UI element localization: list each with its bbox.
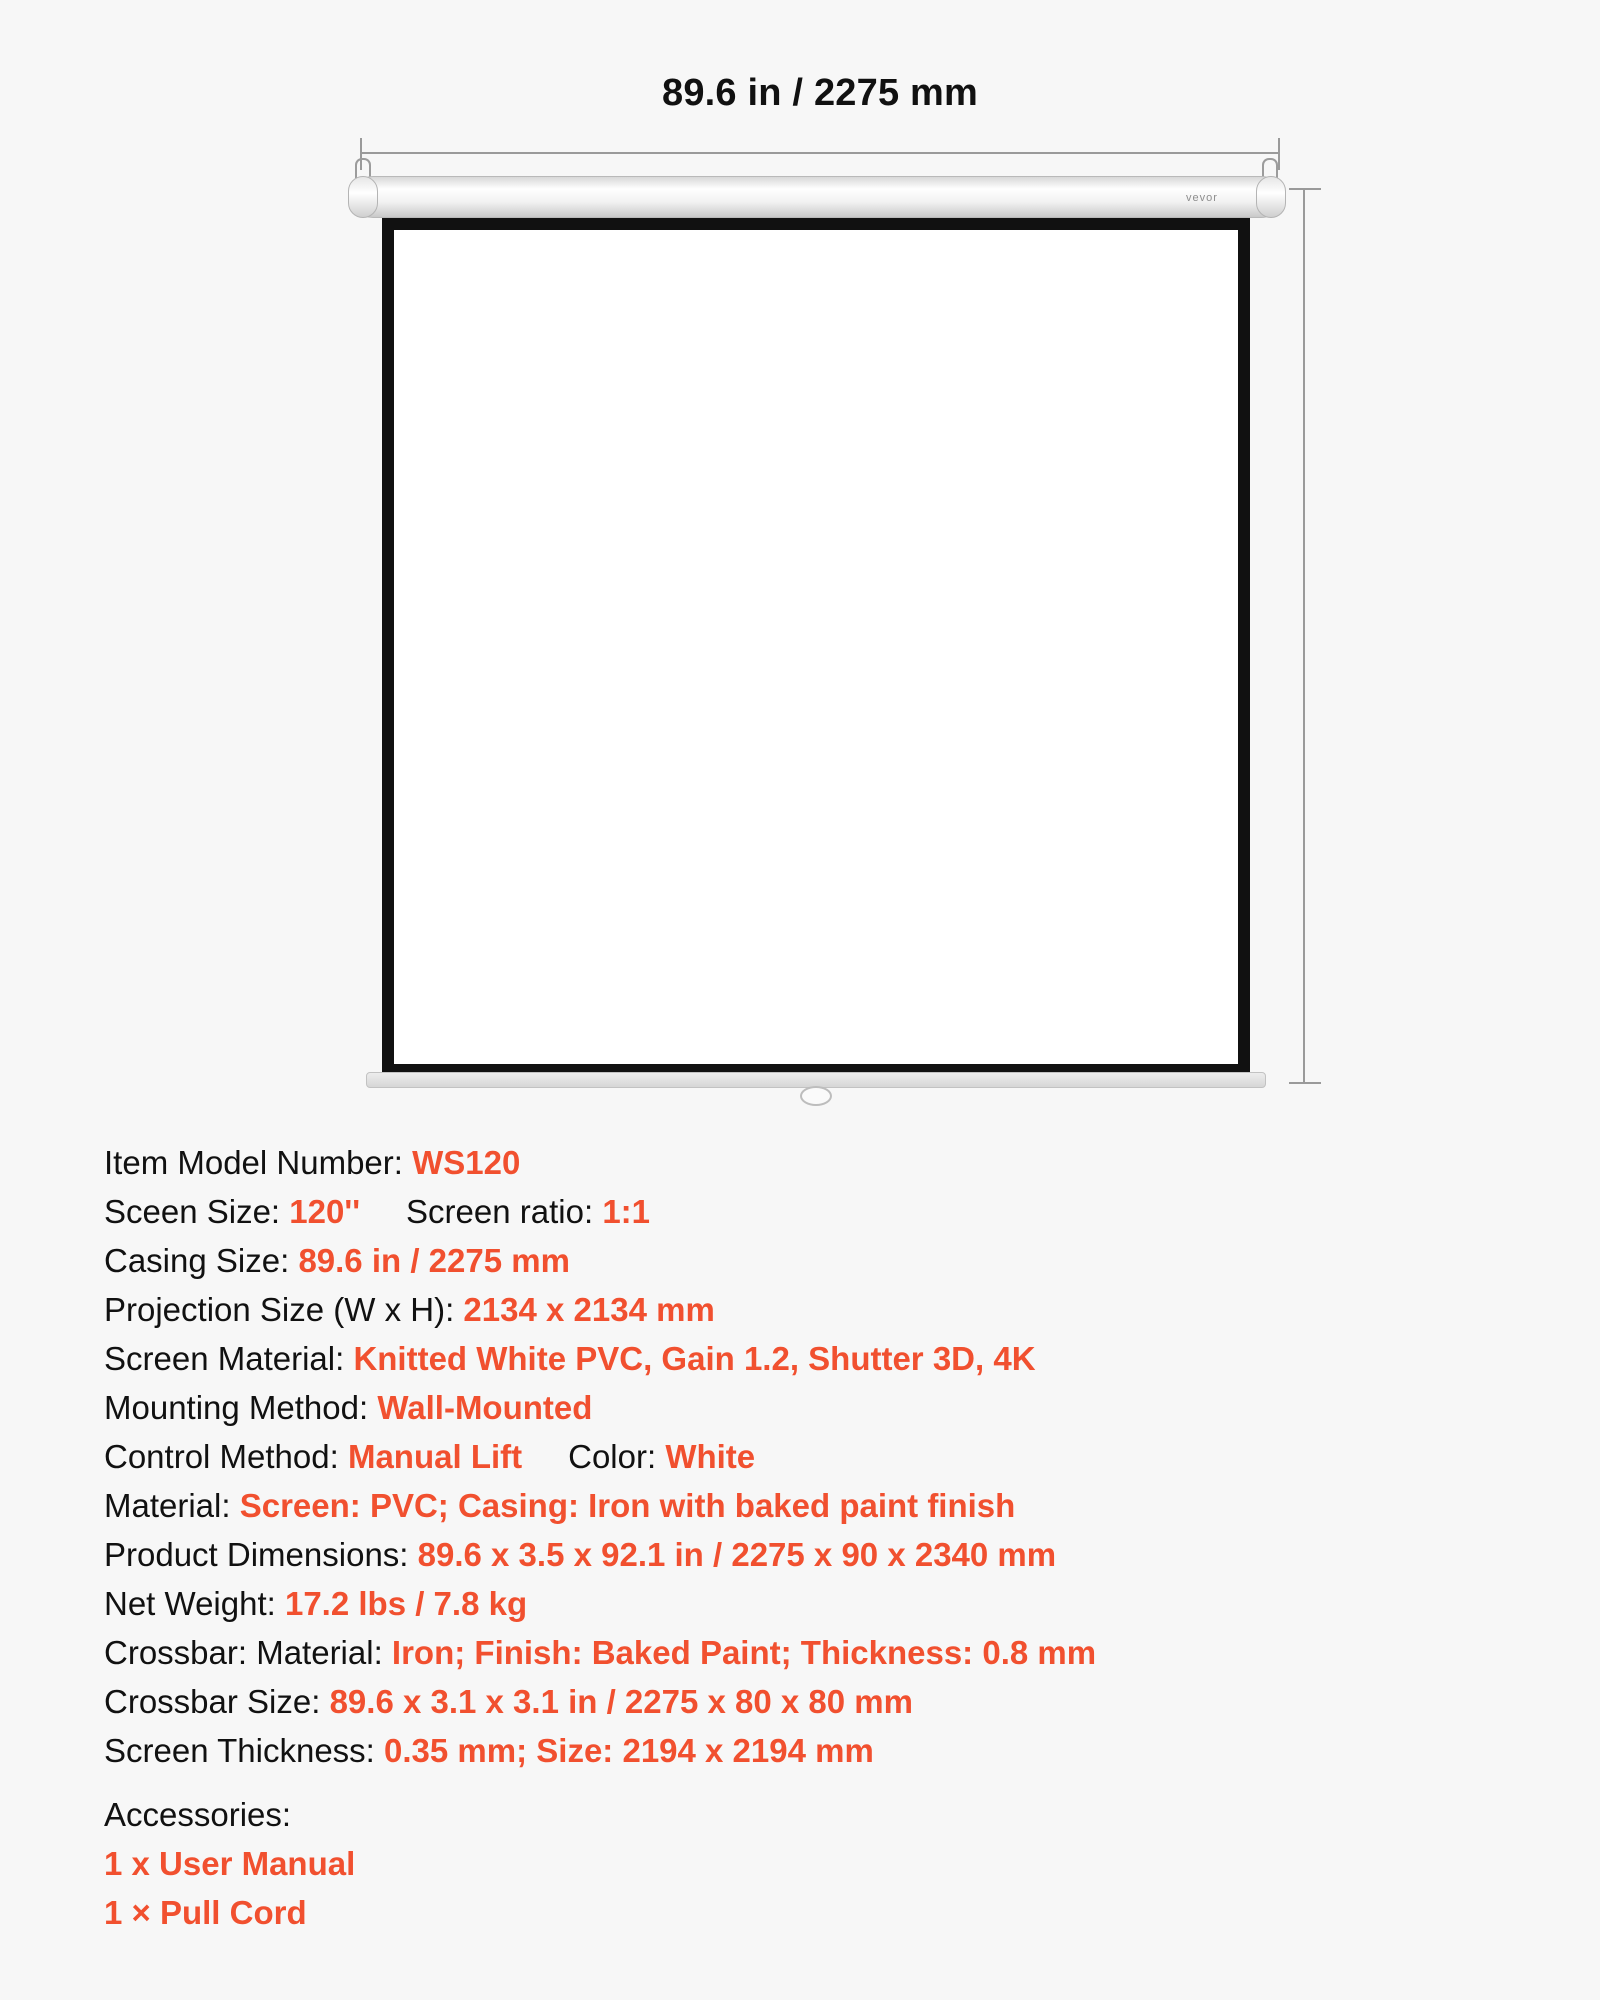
spec-label: Material:: [104, 1487, 240, 1524]
spec-row: [104, 1628, 1524, 1677]
mount-bracket-left-icon: [355, 158, 371, 178]
spec-row: [104, 1530, 1524, 1579]
spec-row: [104, 1726, 1524, 1775]
pull-cord-handle-icon: [800, 1086, 832, 1106]
spec-label: Casing Size:: [104, 1242, 299, 1279]
spec-value-secondary: 1:1: [602, 1193, 651, 1230]
spec-row: [104, 1285, 1524, 1334]
spec-row: [104, 1138, 1524, 1187]
casing-end-cap-left: [348, 176, 378, 218]
spec-row: [104, 1579, 1524, 1628]
spec-label-secondary: Screen ratio:: [406, 1193, 603, 1230]
accessory-item: 1 × Pull Cord: [104, 1894, 307, 1931]
casing-end-cap-right: [1256, 176, 1286, 218]
spec-label: Projection Size (W x H):: [104, 1291, 464, 1328]
spec-value: 89.6 x 3.1 x 3.1 in / 2275 x 80 x 80 mm: [329, 1683, 913, 1720]
spec-value: 120'': [289, 1193, 361, 1230]
spec-label-secondary: Color:: [568, 1438, 666, 1475]
spec-value: 89.6 in / 2275 mm: [298, 1242, 570, 1279]
projector-screen-casing: [352, 176, 1282, 218]
mount-bracket-right-icon: [1262, 158, 1278, 178]
height-dimension-tick-top: [1289, 188, 1321, 190]
spec-label: Crossbar: Material:: [104, 1634, 392, 1671]
width-dimension-label: 89.6 in / 2275 mm: [661, 72, 979, 114]
spec-value: WS120: [412, 1144, 521, 1181]
accessory-item: 1 x User Manual: [104, 1845, 356, 1882]
spec-value: 17.2 lbs / 7.8 kg: [284, 1585, 528, 1622]
height-dimension-tick-bottom: [1289, 1082, 1321, 1084]
spec-value: Manual Lift: [347, 1438, 523, 1475]
specification-list: [104, 1138, 1524, 1775]
spec-value: Iron; Finish: Baked Paint; Thickness: 0.8 mm: [391, 1634, 1097, 1671]
spec-value: 0.35 mm; Size: 2194 x 2194 mm: [384, 1732, 874, 1769]
accessories-title: Accessories:: [104, 1796, 292, 1833]
spec-label: Screen Material:: [104, 1340, 354, 1377]
spec-label: Product Dimensions:: [104, 1536, 418, 1573]
spec-row: [104, 1481, 1524, 1530]
spec-row: [104, 1432, 1524, 1481]
width-dimension-line: [360, 152, 1280, 154]
spec-row: [104, 1334, 1524, 1383]
spec-label: Screen Thickness:: [104, 1732, 385, 1769]
height-dimension-line: [1303, 188, 1305, 1084]
spec-label: Mounting Method:: [104, 1389, 378, 1426]
spec-row: [104, 1383, 1524, 1432]
spec-row: [104, 1187, 1524, 1236]
spec-value: 89.6 x 3.5 x 92.1 in / 2275 x 90 x 2340 mm: [417, 1536, 1057, 1573]
spec-label: Crossbar Size:: [104, 1683, 330, 1720]
spec-row: [104, 1677, 1524, 1726]
width-dimension-tick-right: [1278, 138, 1280, 170]
spec-label: Item Model Number:: [104, 1144, 413, 1181]
spec-value: Knitted White PVC, Gain 1.2, Shutter 3D, 4K: [353, 1340, 1036, 1377]
spec-value-secondary: White: [665, 1438, 756, 1475]
spec-value: Wall-Mounted: [377, 1389, 593, 1426]
brand-logo: vevor: [1186, 192, 1218, 204]
spec-label: Control Method:: [104, 1438, 348, 1475]
spec-label: Net Weight:: [104, 1585, 285, 1622]
spec-value: Screen: PVC; Casing: Iron with baked paint finish: [239, 1487, 1016, 1524]
screen-projection-surface: [394, 230, 1238, 1064]
spec-value: 2134 x 2134 mm: [463, 1291, 715, 1328]
spec-row: [104, 1236, 1524, 1285]
screen-black-border: [382, 218, 1250, 1076]
spec-label: Sceen Size:: [104, 1193, 290, 1230]
accessories-section: [104, 1790, 1104, 1937]
